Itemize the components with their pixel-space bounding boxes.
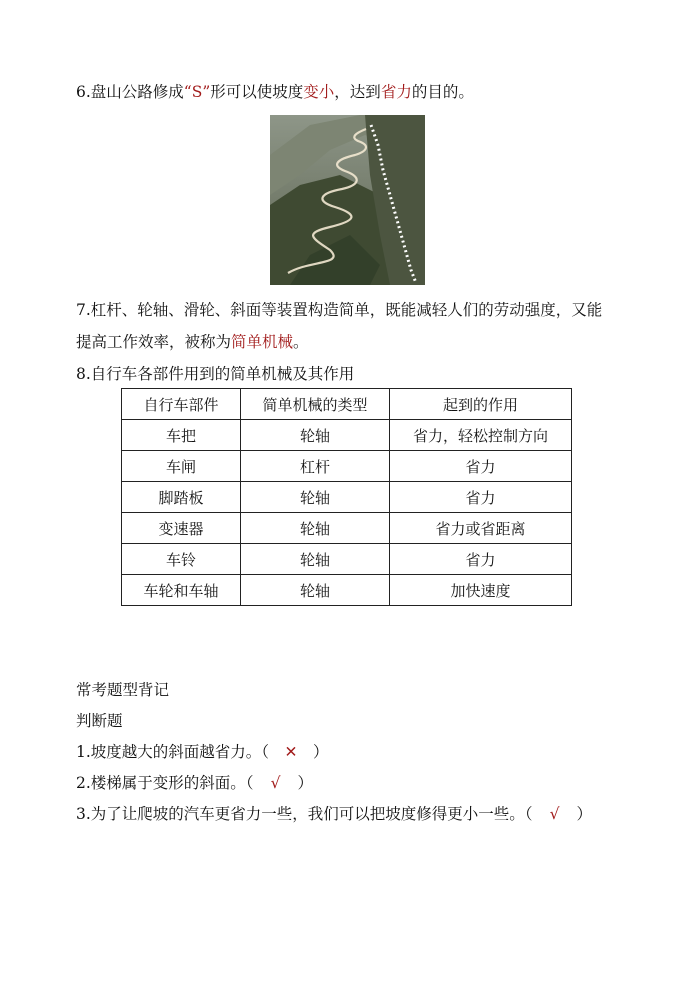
section-subtitle xyxy=(76,711,123,731)
item-7-text: 提高工作效率，被称为 xyxy=(76,333,232,351)
table-row xyxy=(122,420,572,451)
question-3 xyxy=(76,804,592,824)
table-row xyxy=(122,575,572,606)
section-title-text: 常考题型背记 xyxy=(76,681,170,699)
item-6-text: 的目的。 xyxy=(411,83,474,101)
table-cell: 车闸 xyxy=(122,451,241,482)
table-cell: 车铃 xyxy=(122,544,241,575)
item-7-line-1 xyxy=(76,300,602,320)
section-title xyxy=(76,680,169,700)
question-text: 2.楼梯属于变形的斜面。（ xyxy=(76,774,254,792)
table-row xyxy=(122,482,572,513)
table-cell: 省力 xyxy=(390,544,572,575)
table-row xyxy=(122,544,572,575)
item-6-keyword: 省力 xyxy=(380,83,412,101)
table-cell: 轮轴 xyxy=(241,575,390,606)
table-cell: 轮轴 xyxy=(241,513,390,544)
table-cell: 车轮和车轴 xyxy=(122,575,241,606)
table-header-cell: 起到的作用 xyxy=(390,389,572,420)
question-2 xyxy=(76,773,313,793)
bicycle-machines-table xyxy=(121,388,572,606)
table-cell: 省力，轻松控制方向 xyxy=(390,420,572,451)
table-header-row xyxy=(122,389,572,420)
table-cell: 轮轴 xyxy=(241,482,390,513)
mountain-road-photo xyxy=(270,115,425,285)
table-cell: 轮轴 xyxy=(241,544,390,575)
table-cell: 省力 xyxy=(390,482,572,513)
table-header-cell: 简单机械的类型 xyxy=(241,389,390,420)
table-cell: 轮轴 xyxy=(241,420,390,451)
question-text: ） xyxy=(297,774,314,792)
question-text: 1.坡度越大的斜面越省力。（ xyxy=(76,743,270,761)
table-row xyxy=(122,513,572,544)
check-mark-icon: √ xyxy=(549,805,560,823)
table-row xyxy=(122,451,572,482)
table-cell: 变速器 xyxy=(122,513,241,544)
table-cell: 省力或省距离 xyxy=(390,513,572,544)
table-cell: 脚踏板 xyxy=(122,482,241,513)
item-7-text: 。 xyxy=(293,333,309,351)
table-cell: 杠杆 xyxy=(241,451,390,482)
table-header-cell: 自行车部件 xyxy=(122,389,241,420)
item-8-title xyxy=(76,364,354,384)
item-7-text: 7.杠杆、轮轴、滑轮、斜面等装置构造简单，既能减轻人们的劳动强度，又能 xyxy=(76,301,603,319)
item-8-text: 8.自行车各部件用到的简单机械及其作用 xyxy=(76,365,355,383)
table-cell: 加快速度 xyxy=(390,575,572,606)
table-cell: 省力 xyxy=(390,451,572,482)
cross-mark-icon: ✕ xyxy=(284,743,298,761)
question-text: ） xyxy=(576,805,593,823)
item-6-quote: “S” xyxy=(183,83,211,101)
question-text: 3.为了让爬坡的汽车更省力一些，我们可以把坡度修得更小一些。（ xyxy=(76,805,533,823)
item-6 xyxy=(76,82,474,102)
check-mark-icon: √ xyxy=(270,774,281,792)
item-6-keyword: 变小 xyxy=(303,83,335,101)
question-1 xyxy=(76,742,329,762)
section-subtitle-text: 判断题 xyxy=(76,712,123,730)
item-7-keyword: 简单机械 xyxy=(231,333,294,351)
table-cell: 车把 xyxy=(122,420,241,451)
item-6-text: ，达到 xyxy=(334,83,381,101)
item-6-text: 6.盘山公路修成 xyxy=(76,83,184,101)
item-6-text: 形可以使坡度 xyxy=(210,83,304,101)
question-text: ） xyxy=(313,743,329,761)
item-7-line-2 xyxy=(76,332,309,352)
